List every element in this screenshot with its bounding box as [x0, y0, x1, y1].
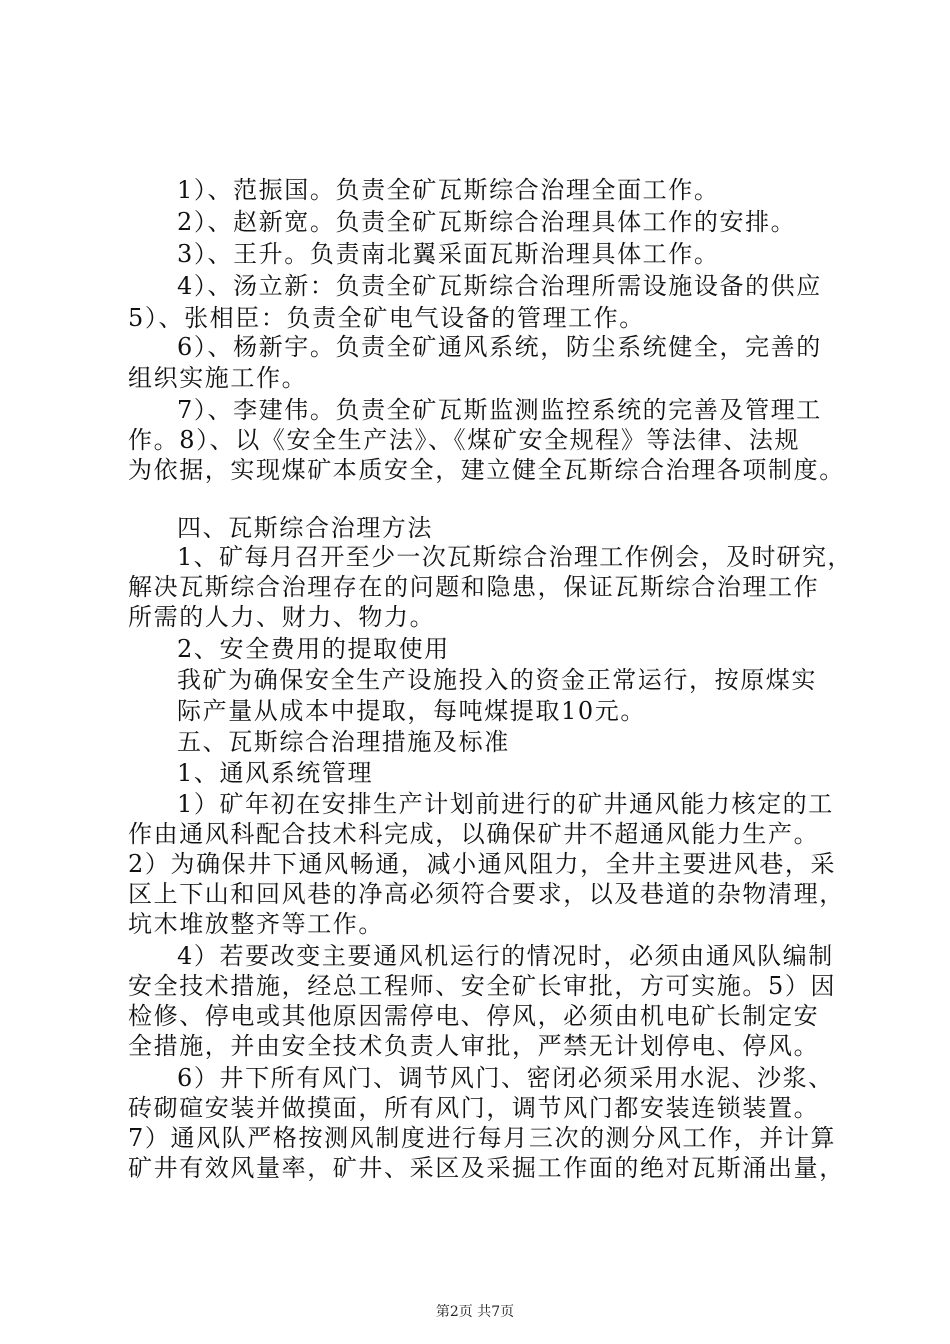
text-line: 4）、汤立新：负责全矿瓦斯综合治理所需设施设备的供应: [177, 272, 822, 300]
text-line: 全措施，并由安全技术负责人审批，严禁无计划停电、停风。: [128, 1032, 820, 1060]
text-line: 6）、杨新宇。负责全矿通风系统，防尘系统健全，完善的: [177, 333, 822, 361]
text-line: 4）若要改变主要通风机运行的情况时，必须由通风队编制: [177, 942, 834, 970]
text-line: 所需的人力、财力、物力。: [128, 603, 436, 631]
text-line: 检修、停电或其他原因需停电、停风，必须由机电矿长制定安: [128, 1002, 820, 1030]
text-line: 2）为确保井下通风畅通，减小通风阻力，全井主要进风巷，采: [128, 850, 837, 878]
text-line: 2、安全费用的提取使用: [177, 635, 450, 663]
text-line: 作。8）、以《安全生产法》、《煤矿安全规程》等法律、法规: [128, 426, 801, 454]
text-line: 3）、王升。负责南北翼采面瓦斯治理具体工作。: [177, 240, 720, 268]
text-line: 组织实施工作。: [128, 364, 308, 392]
section-heading: 五、瓦斯综合治理措施及标准: [177, 728, 510, 756]
text-line: 安全技术措施，经总工程师、安全矿长审批，方可实施。5）因: [128, 972, 837, 1000]
text-line: 我矿为确保安全生产设施投入的资金正常运行，按原煤实: [177, 666, 817, 694]
text-line: 际产量从成本中提取，每吨煤提取10元。: [177, 697, 646, 725]
text-line: 砖砌碹安装并做摸面，所有风门，调节风门都安装连锁装置。: [128, 1094, 820, 1122]
text-line: 矿井有效风量率，矿井、采区及采掘工作面的绝对瓦斯涌出量，: [128, 1154, 845, 1182]
text-line: 5）、张相臣：负责全矿电气设备的管理工作。: [128, 304, 645, 332]
text-line: 6）井下所有风门、调节风门、密闭必须采用水泥、沙浆、: [177, 1064, 834, 1092]
text-line: 坑木堆放整齐等工作。: [128, 910, 384, 938]
page-number-footer: 第2页 共7页: [435, 1304, 515, 1320]
section-heading: 四、瓦斯综合治理方法: [177, 514, 433, 542]
text-line: 为依据，实现煤矿本质安全，建立健全瓦斯综合治理各项制度。: [128, 456, 845, 484]
text-line: 1）、范振国。负责全矿瓦斯综合治理全面工作。: [177, 176, 720, 204]
text-line: 7）、李建伟。负责全矿瓦斯监测监控系统的完善及管理工: [177, 396, 822, 424]
text-line: 解决瓦斯综合治理存在的问题和隐患，保证瓦斯综合治理工作: [128, 573, 820, 601]
text-line: 1、矿每月召开至少一次瓦斯综合治理工作例会，及时研究，: [177, 543, 853, 571]
text-line: 2）、赵新宽。负责全矿瓦斯综合治理具体工作的安排。: [177, 208, 797, 236]
text-line: 1）矿年初在安排生产计划前进行的矿井通风能力核定的工: [177, 790, 834, 818]
text-line: 作由通风科配合技术科完成，以确保矿井不超通风能力生产。: [128, 820, 820, 848]
text-line: 7）通风队严格按测风制度进行每月三次的测分风工作，并计算: [128, 1124, 837, 1152]
text-line: 区上下山和回风巷的净高必须符合要求，以及巷道的杂物清理，: [128, 880, 845, 908]
text-line: 1、通风系统管理: [177, 759, 374, 787]
